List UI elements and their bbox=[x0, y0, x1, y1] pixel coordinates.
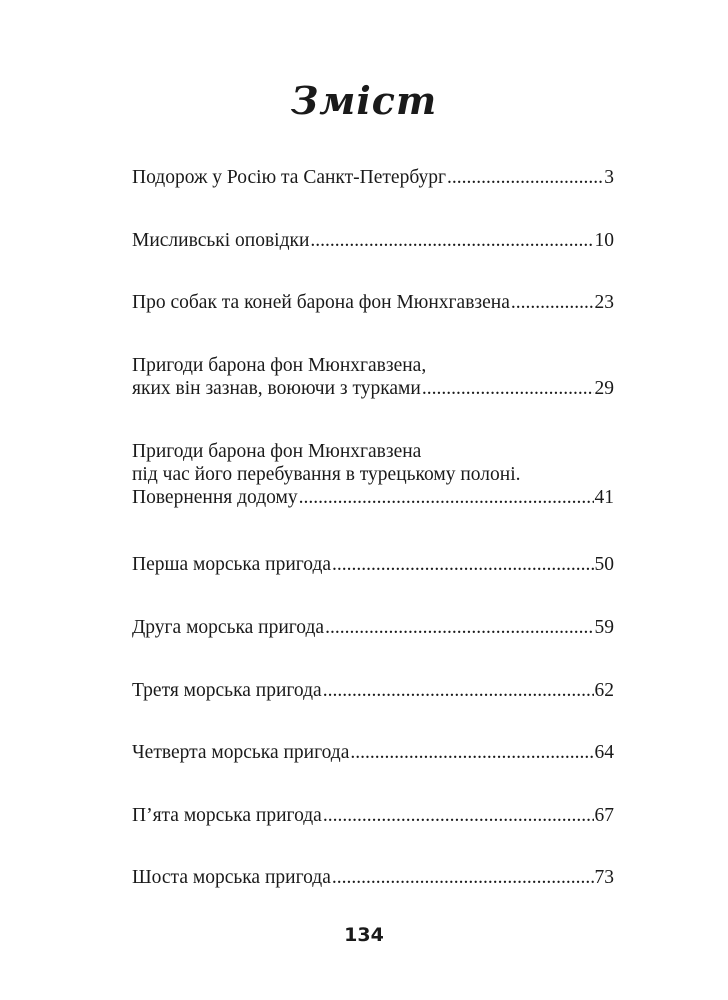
toc-entry-title: Пригоди барона фон Мюнхгавзена bbox=[132, 441, 422, 462]
dot-leader bbox=[332, 866, 594, 889]
toc-entry-title: яких він зазнав, воюючи з турками bbox=[132, 378, 421, 399]
toc-entry-title: Про собак та коней барона фон Мюнхгавзена bbox=[132, 292, 510, 313]
toc-entry-title: Друга морська пригода bbox=[132, 617, 325, 638]
toc-entry-line bbox=[132, 679, 614, 702]
toc-entry-page: 3 bbox=[604, 167, 614, 188]
toc-entry-line bbox=[132, 741, 614, 764]
dot-leader bbox=[299, 486, 594, 509]
toc-entry[interactable] bbox=[132, 679, 614, 702]
toc-entry-title: Шоста морська пригода bbox=[132, 867, 331, 888]
toc-entry[interactable] bbox=[132, 229, 614, 252]
dot-leader bbox=[323, 804, 594, 827]
toc-entry-line bbox=[132, 553, 614, 576]
toc-entry-title: Перша морська пригода bbox=[132, 554, 332, 575]
page-number: 134 bbox=[344, 924, 384, 946]
toc-entry-title: Повернення додому bbox=[132, 487, 298, 508]
toc-entry-line bbox=[132, 866, 614, 889]
toc-entry-page: 10 bbox=[594, 230, 614, 251]
toc-entry[interactable] bbox=[132, 741, 614, 764]
toc-entry-page: 67 bbox=[594, 805, 614, 826]
toc-entry-title: Третя морська пригода bbox=[132, 680, 322, 701]
dot-leader bbox=[511, 291, 594, 314]
toc-entry[interactable] bbox=[132, 866, 614, 889]
toc-entry[interactable] bbox=[132, 354, 614, 400]
toc-entry-title: Подорож у Росію та Санкт-Петербург bbox=[132, 167, 446, 188]
toc-entry-page: 59 bbox=[594, 617, 614, 638]
toc-entry-line bbox=[132, 166, 614, 189]
dot-leader bbox=[323, 679, 594, 702]
toc-entry[interactable] bbox=[132, 804, 614, 827]
toc-entry[interactable] bbox=[132, 616, 614, 639]
toc-entry[interactable] bbox=[132, 166, 614, 189]
dot-leader bbox=[447, 166, 603, 189]
toc-entry-title: Четверта морська пригода bbox=[132, 742, 350, 763]
toc-entry-page: 62 bbox=[594, 680, 614, 701]
toc-entry-page: 23 bbox=[594, 292, 614, 313]
toc-entry-page: 73 bbox=[594, 867, 614, 888]
page-title: Зміст bbox=[290, 78, 438, 123]
toc-entry-line bbox=[132, 486, 614, 509]
toc-entry-title: під час його перебування в турецькому полоні. bbox=[132, 464, 521, 485]
dot-leader bbox=[350, 741, 593, 764]
dot-leader bbox=[325, 616, 593, 639]
toc-entry-title: Пригоди барона фон Мюнхгавзена, bbox=[132, 355, 427, 376]
dot-leader bbox=[310, 229, 593, 252]
toc-entry-line bbox=[132, 229, 614, 252]
toc-entry-line bbox=[132, 804, 614, 827]
dot-leader bbox=[422, 377, 594, 400]
toc-entry-title: Мисливські оповідки bbox=[132, 230, 310, 251]
toc-entry-page: 41 bbox=[594, 487, 614, 508]
toc-entry-page: 50 bbox=[594, 554, 614, 575]
toc-entry-line bbox=[132, 616, 614, 639]
toc-entry[interactable] bbox=[132, 553, 614, 576]
toc-entry-page: 64 bbox=[594, 742, 614, 763]
toc-entry-page: 29 bbox=[594, 378, 614, 399]
toc-entry-title: П’ята морська пригода bbox=[132, 805, 322, 826]
toc-entry[interactable] bbox=[132, 440, 614, 509]
dot-leader bbox=[332, 553, 593, 576]
toc-entry-line bbox=[132, 291, 614, 314]
toc-entry[interactable] bbox=[132, 291, 614, 314]
toc-entry-line bbox=[132, 377, 614, 400]
